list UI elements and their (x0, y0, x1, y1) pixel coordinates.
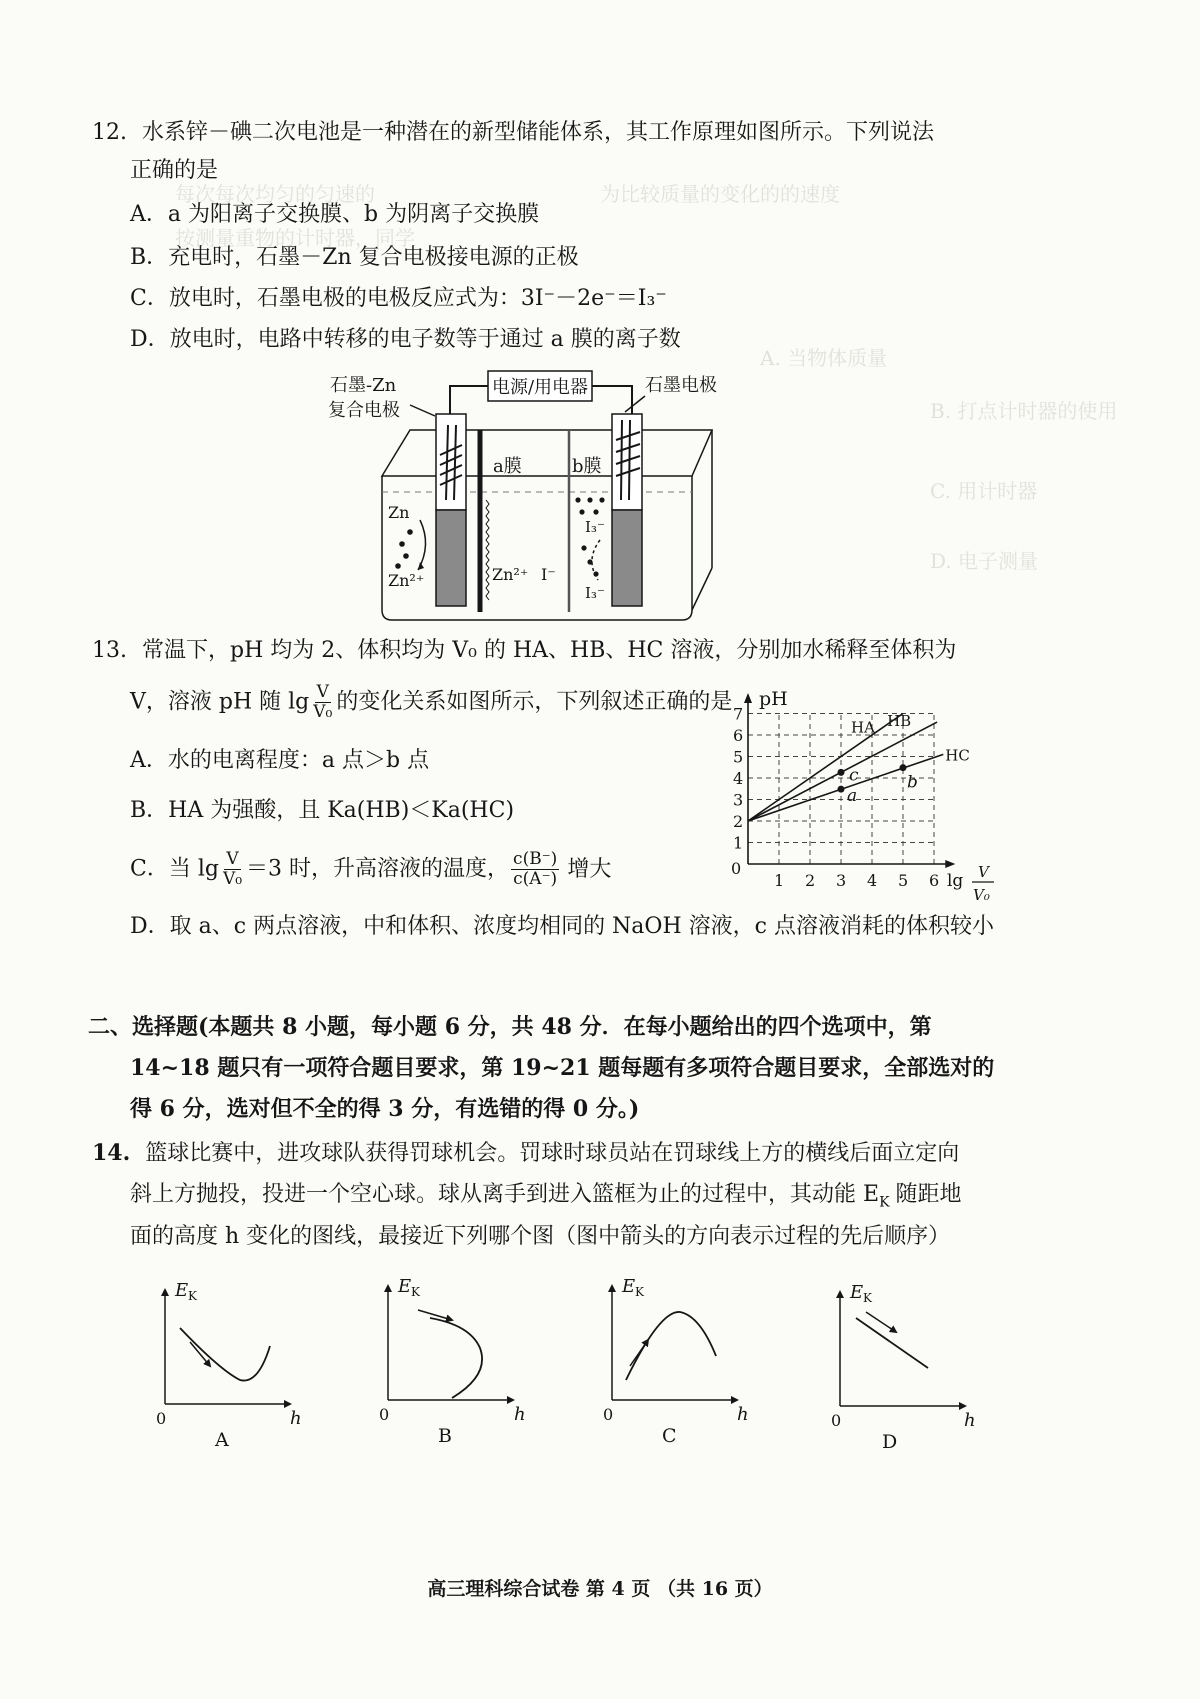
y-tick-label: 5 (733, 747, 744, 767)
y-tick-label: 3 (733, 790, 744, 810)
frac-num: c(B⁻) (513, 849, 558, 869)
x-tick-label: 3 (836, 871, 847, 890)
q14-number: 14. (92, 1140, 131, 1166)
x-axis-label-den: V₀ (973, 886, 990, 904)
frac-den: c(A⁻) (513, 869, 558, 889)
bleed-text: 为比较质量的变化的的速度 (600, 182, 840, 206)
graph-a-ysub: K (188, 1289, 197, 1303)
chart-origin: 0 (731, 859, 742, 878)
x-tick-label: 1 (774, 871, 785, 890)
x-tick-label: 4 (867, 871, 878, 890)
y-tick-label: 1 (733, 833, 744, 853)
x-axis-label-lg: lg (947, 871, 964, 891)
left-electrode-label: 石墨-Zn (330, 375, 397, 396)
graph-c-origin: 0 (603, 1405, 614, 1424)
page-footer: 高三理科综合试卷 第 4 页 （共 16 页） (427, 1578, 773, 1600)
x-axis-label-num: V (978, 863, 989, 881)
point-label-b: b (907, 772, 918, 793)
y-tick-label: 4 (733, 769, 744, 788)
graph-c-curve (626, 1312, 716, 1380)
i-minus-label: I⁻ (541, 565, 556, 584)
graph-b-origin: 0 (379, 1405, 390, 1424)
x-tick-label: 6 (929, 871, 940, 890)
graph-c-letter: C (662, 1425, 677, 1447)
q14-stem-line3: 面的高度 h 变化的图线，最接近下列哪个图（图中箭头的方向表示过程的先后顺序） (130, 1224, 951, 1249)
q14-line2-sub: K (879, 1194, 890, 1211)
q12-stem-line2: 正确的是 (130, 158, 219, 183)
power-label: 电源/用电器 (491, 377, 589, 398)
y-tick-label: 2 (733, 812, 744, 831)
q12-option-b: B．充电时，石墨－Zn 复合电极接电源的正极 (130, 245, 579, 270)
q13-option-a: A．水的电离程度：a 点＞b 点 (130, 748, 430, 773)
point-label-c: c (849, 765, 859, 786)
section2-line1: 二、选择题(本题共 8 小题，每小题 6 分，共 48 分．在每小题给出的四个选项中，第 (88, 1014, 932, 1040)
x-tick-label: 2 (805, 871, 816, 890)
q13-option-d: D．取 a、c 两点溶液，中和体积、浓度均相同的 NaOH 溶液，c 点溶液消耗的体积较小 (130, 914, 994, 939)
graph-a-ylabel: E (175, 1280, 189, 1301)
membrane-a-label: a膜 (493, 456, 522, 477)
zn2-left-label: Zn²⁺ (388, 571, 425, 590)
left-electrode-label-2: 复合电极 (328, 400, 400, 421)
q14-stem-text: 篮球比赛中，进攻球队获得罚球机会。罚球时球员站在罚球线上方的横线后面立定向 (145, 1141, 960, 1166)
series-label-hb: HB (887, 712, 912, 731)
graph-d-xlabel: h (964, 1410, 976, 1431)
q12-stem-text: 水系锌－碘二次电池是一种潜在的新型储能体系，其工作原理如图所示。下列说法 (142, 120, 935, 145)
graph-b-ysub: K (411, 1285, 420, 1299)
y-tick-label: 7 (733, 704, 744, 724)
graph-d (831, 1282, 976, 1453)
q13-optc-mid: ＝3 时，升高溶液的温度， (246, 856, 510, 882)
q14-line2: 斜上方抛投，投进一个空心球。球从离手到进入篮框为止的过程中，其动能 E (130, 1182, 880, 1207)
q13-stem-post: 的变化关系如图所示，下列叙述正确的是 (336, 689, 733, 715)
graph-b-xlabel: h (514, 1404, 526, 1425)
membrane-b-label: b膜 (572, 456, 602, 477)
graph-d-line (856, 1318, 928, 1368)
graph-c-ylabel: E (622, 1276, 636, 1297)
graph-a-curve (180, 1328, 270, 1381)
i3-bottom-label: I₃⁻ (585, 584, 605, 602)
series-label-ha: HA (851, 718, 875, 737)
graph-b-ylabel: E (398, 1276, 412, 1297)
q13-optc-pre: C．当 lg (130, 856, 219, 882)
q13-option-b: B．HA 为强酸，且 Ka(HB)＜Ka(HC) (130, 798, 515, 823)
q12-option-c: C．放电时，石墨电极的电极反应式为：3I⁻－2e⁻＝I₃⁻ (130, 286, 667, 311)
section2-line3: 得 6 分，选对但不全的得 3 分，有选错的得 0 分。) (130, 1096, 640, 1122)
graph-d-ysub: K (863, 1291, 872, 1305)
bleed-text: 按测量重物的计时器，同学 (175, 226, 415, 250)
zn2-mid-label: Zn²⁺ (492, 565, 529, 584)
point-label-a: a (847, 786, 858, 807)
section2-line2: 14~18 题只有一项符合题目要求，第 19~21 题每题有多项符合题目要求，全部选对的 (130, 1055, 995, 1081)
bleed-text: C. 用计时器 (930, 479, 1038, 503)
q12-number: 12. (92, 120, 127, 145)
graph-c-ysub: K (635, 1285, 644, 1299)
q12-option-a: A．a 为阳离子交换膜、b 为阴离子交换膜 (130, 202, 540, 227)
q13-stem-pre: V，溶液 pH 随 lg (130, 689, 310, 715)
i3-top-label: I₃⁻ (585, 518, 605, 536)
y-axis-label: pH (759, 688, 788, 710)
q13-optc-post: 增大 (567, 856, 612, 882)
graph-a-origin: 0 (156, 1409, 167, 1428)
y-tick-label: 6 (733, 726, 744, 745)
x-tick-label: 5 (898, 871, 909, 890)
graph-a-xlabel: h (290, 1408, 302, 1429)
graph-c-xlabel: h (737, 1404, 749, 1425)
frac-num: V (316, 682, 329, 702)
graph-a-letter: A (215, 1429, 229, 1451)
bleed-text: 每次每次均匀的匀速的 (175, 182, 375, 206)
graph-b-letter: B (438, 1425, 452, 1447)
frac-den: V₀ (222, 869, 243, 889)
bleed-text: D. 电子测量 (930, 549, 1039, 573)
graph-d-letter: D (882, 1431, 898, 1453)
series-label-hc: HC (945, 746, 970, 765)
q12-option-d: D．放电时，电路中转移的电子数等于通过 a 膜的离子数 (130, 327, 681, 352)
graph-b-curve (430, 1318, 482, 1398)
graph-a (156, 1280, 302, 1451)
graph-d-origin: 0 (831, 1411, 842, 1430)
frac-den: V₀ (313, 702, 333, 722)
bleed-text: B. 打点计时器的使用 (930, 399, 1118, 423)
bleed-text: A. 当物体质量 (760, 346, 888, 370)
q14-line2-post: 随距地 (895, 1182, 962, 1207)
q13-stem-text: 常温下，pH 均为 2、体积均为 V₀ 的 HA、HB、HC 溶液，分别加水稀释至体积为 (142, 638, 957, 663)
graph-d-ylabel: E (850, 1282, 864, 1303)
right-electrode-label: 石墨电极 (645, 375, 717, 396)
graph-c (603, 1276, 749, 1447)
frac-num: V (226, 849, 239, 869)
zn-label: Zn (388, 503, 410, 522)
graph-b (379, 1276, 526, 1447)
q13-number: 13. (92, 638, 127, 663)
graph-c-arrow (630, 1340, 648, 1366)
